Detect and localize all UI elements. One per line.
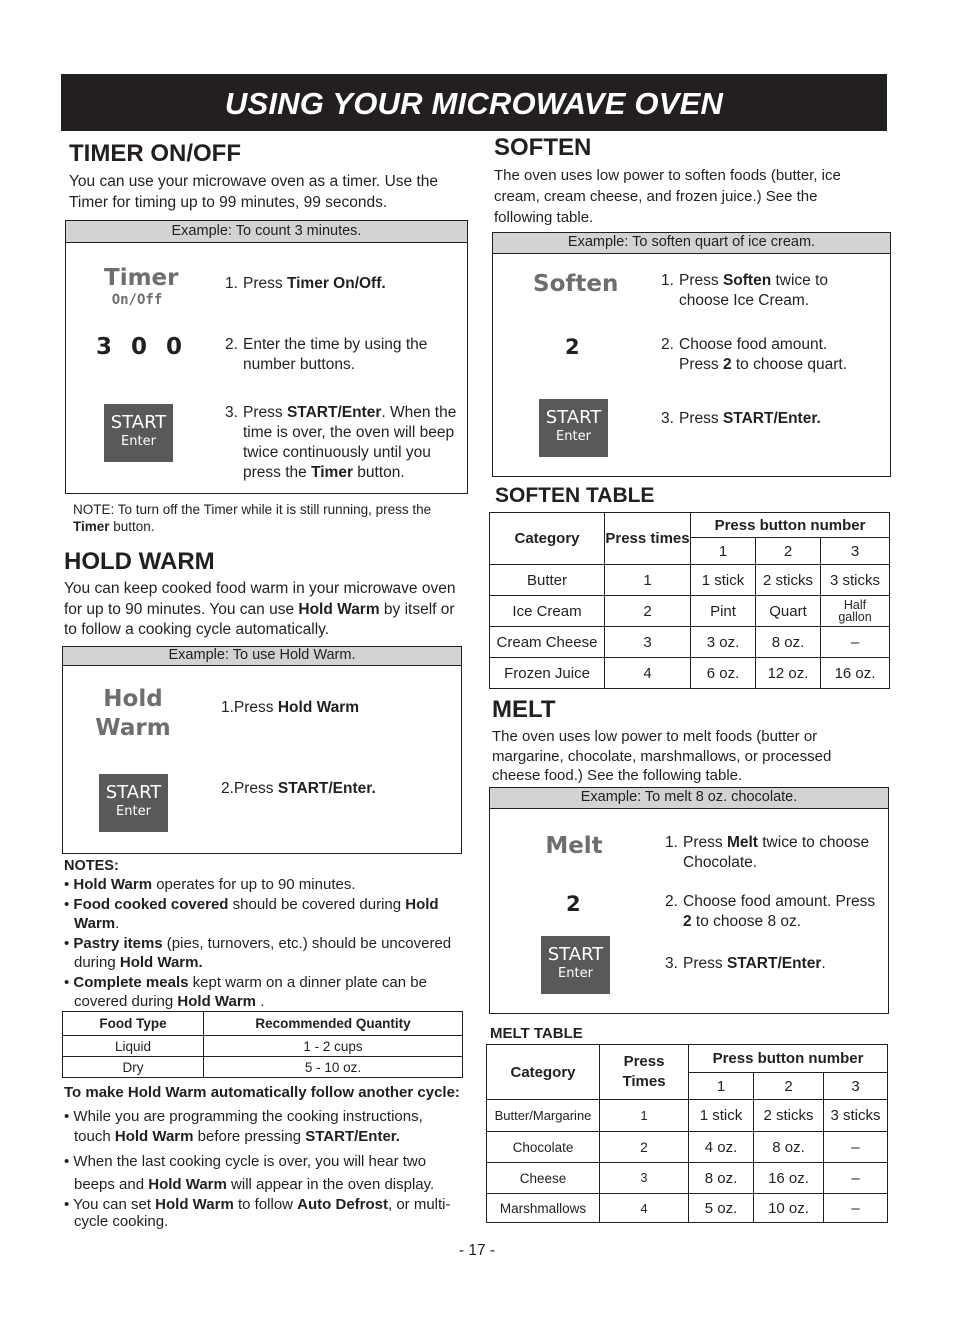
digit-0: 0 (166, 334, 183, 360)
table-cell: 12 oz. (756, 658, 821, 689)
table-header: Food Type (63, 1012, 204, 1036)
soften-example-caption: Example: To soften quart of ice cream. (493, 233, 890, 254)
table-cell: 1 (605, 565, 691, 596)
soften-key-label: Soften (533, 271, 619, 297)
table-cell: 16 oz. (754, 1163, 824, 1194)
auto-follow-item: • You can set Hold Warm to follow Auto Defrost, or multi-cycle cooking. (64, 1196, 451, 1230)
table-cell: 10 oz. (754, 1194, 824, 1223)
table-header: Press button number (689, 1045, 888, 1073)
table-cell: 2 sticks (756, 565, 821, 596)
table-cell: 8 oz. (754, 1132, 824, 1163)
melt-table (486, 1044, 888, 1223)
page-number: - 17 - (458, 1242, 496, 1259)
table-cell: 2 (605, 596, 691, 627)
table-cell: 1 (600, 1100, 689, 1132)
notes-title: NOTES: (64, 858, 119, 874)
table-cell: Marshmallows (487, 1194, 600, 1223)
melt-example-box (489, 787, 889, 1014)
timer-step-1: 1. Press Timer On/Off. (225, 275, 386, 292)
table-header-row (63, 1012, 463, 1036)
table-row (490, 658, 890, 689)
table-cell: Butter (490, 565, 605, 596)
table-cell: 3 sticks (821, 565, 890, 596)
table-header: Category (490, 513, 605, 565)
timer-note: NOTE: To turn off the Timer while it is still running, press the Timer button. (73, 502, 432, 534)
hold-warm-example-box (62, 646, 462, 854)
melt-intro: The oven uses low power to melt foods (butter or margarine, chocolate, marshmallows, or processed cheese food.) See the following table. (492, 728, 832, 784)
digit-0: 0 (131, 334, 148, 360)
melt-heading: MELT (492, 696, 556, 723)
table-cell: – (821, 627, 890, 658)
digit-2: 2 (566, 892, 581, 916)
timer-heading: TIMER ON/OFF (69, 140, 241, 167)
timer-intro: You can use your microwave oven as a timer. Use the Timer for timing up to 99 minutes, 99 seconds. (69, 173, 439, 211)
start-enter-key (104, 404, 173, 462)
table-header-row (490, 513, 890, 538)
timer-step-2: 2. Enter the time by using the number buttons. (225, 336, 428, 373)
table-cell: 4 (605, 658, 691, 689)
table-cell: Pint (691, 596, 756, 627)
hold-warm-table (62, 1011, 463, 1078)
page-banner: USING YOUR MICROWAVE OVEN (61, 74, 887, 131)
table-header: Press Times (600, 1045, 689, 1100)
table-cell: 2 (756, 538, 821, 565)
table-cell: Cream Cheese (490, 627, 605, 658)
start-enter-key: START Enter (539, 399, 608, 457)
table-header-row (487, 1045, 888, 1073)
step-number: 1. (225, 275, 238, 292)
note-item: • Hold Warm operates for up to 90 minutes. (64, 876, 356, 893)
start-label: START (110, 412, 167, 433)
soften-intro: The oven uses low power to soften foods (butter, ice cream, cream cheese, and frozen juice.) See the following table. (494, 167, 841, 226)
step-number: 2. (225, 336, 238, 353)
table-cell: 1 stick (691, 565, 756, 596)
melt-step-2: 2. Choose food amount. Press 2 to choose 8 oz. (665, 893, 876, 930)
melt-step-3: 3. Press START/Enter. (665, 955, 826, 972)
timer-example-caption: Example: To count 3 minutes. (66, 221, 467, 243)
table-row (487, 1163, 888, 1194)
melt-key-label: Melt (545, 833, 603, 859)
table-row (490, 596, 890, 627)
table-cell: 5 oz. (689, 1194, 754, 1223)
soften-table-heading: SOFTEN TABLE (495, 484, 655, 507)
melt-step-1: 1. Press Melt twice to choose Chocolate. (665, 834, 870, 871)
auto-follow-heading: To make Hold Warm automatically follow another cycle: (64, 1084, 460, 1101)
table-cell: 4 (600, 1194, 689, 1223)
table-cell: 1 stick (689, 1100, 754, 1132)
table-cell: 2 (754, 1073, 824, 1100)
table-cell: 1 (689, 1073, 754, 1100)
table-cell: 2 (600, 1132, 689, 1163)
auto-follow-item: • When the last cooking cycle is over, you will hear two beeps and Hold Warm will appear in the oven display. (64, 1153, 435, 1193)
note-item: • Food cooked covered should be covered during Hold Warm. (64, 895, 439, 932)
digit-3: 3 (96, 334, 113, 360)
melt-table-heading: MELT TABLE (490, 1025, 583, 1042)
hold-warm-intro: You can keep cooked food warm in your microwave oven for up to 90 minutes. You can use Hold Warm by itself or to follow a cooking cycle automatically. (64, 580, 456, 638)
table-header: Press button number (691, 513, 890, 538)
table-row (487, 1100, 888, 1132)
table-cell: 1 - 2 cups (204, 1036, 463, 1057)
timer-step-3: 3. Press START/Enter. When the time is over, the oven will beep twice continuously until you press the Timer button. (225, 404, 457, 481)
table-cell: 5 - 10 oz. (204, 1057, 463, 1078)
table-cell: Dry (63, 1057, 204, 1078)
table-cell: 3 (605, 627, 691, 658)
table-cell: 8 oz. (756, 627, 821, 658)
table-cell: – (824, 1132, 888, 1163)
auto-follow-item: • While you are programming the cooking instructions, touch Hold Warm before pressing START/Enter. (64, 1108, 423, 1145)
table-row (487, 1194, 888, 1223)
enter-label: Enter (121, 434, 156, 449)
table-cell: 16 oz. (821, 658, 890, 689)
table-cell: 1 (691, 538, 756, 565)
table-cell: 8 oz. (689, 1163, 754, 1194)
table-row (490, 627, 890, 658)
table-cell: – (824, 1163, 888, 1194)
hold-warm-notes (64, 858, 464, 1012)
hold-warm-step-2: 2.Press START/Enter. (221, 780, 376, 797)
table-row (490, 565, 890, 596)
table-row (63, 1036, 463, 1057)
table-cell: 3 (600, 1163, 689, 1194)
hold-warm-example-caption: Example: To use Hold Warm. (63, 647, 461, 666)
table-cell: 3 sticks (824, 1100, 888, 1132)
soften-step-2: 2. Choose food amount. Press 2 to choose quart. (661, 336, 848, 373)
warm-key-label: Warm (95, 715, 171, 741)
table-cell: Cheese (487, 1163, 600, 1194)
table-cell: – (824, 1194, 888, 1223)
soften-heading: SOFTEN (494, 134, 592, 161)
table-cell: 2 sticks (754, 1100, 824, 1132)
hold-warm-step-1: 1.Press Hold Warm (221, 699, 360, 716)
table-cell: Butter/Margarine (487, 1100, 600, 1132)
start-enter-key: START Enter (99, 774, 168, 832)
table-cell: 4 oz. (689, 1132, 754, 1163)
table-row (487, 1132, 888, 1163)
table-header: Press times (605, 513, 691, 565)
step-number: 3. (225, 404, 238, 421)
table-cell: 6 oz. (691, 658, 756, 689)
note-item: • Pastry items (pies, turnovers, etc.) should be uncovered during Hold Warm. (64, 934, 452, 971)
table-cell: Liquid (63, 1036, 204, 1057)
table-header: Recommended Quantity (204, 1012, 463, 1036)
table-cell: Chocolate (487, 1132, 600, 1163)
timer-example-box (65, 220, 468, 494)
table-cell: 3 oz. (691, 627, 756, 658)
table-cell: Half gallon (821, 596, 890, 627)
table-cell: Quart (756, 596, 821, 627)
note-item: • Complete meals kept warm on a dinner plate can be covered during Hold Warm . (64, 973, 427, 1010)
digit-2: 2 (565, 335, 580, 359)
table-cell: 3 (824, 1073, 888, 1100)
table-header: Category (487, 1045, 600, 1100)
soften-table (489, 512, 890, 689)
table-cell: 3 (821, 538, 890, 565)
start-enter-key: START Enter (541, 936, 610, 994)
melt-example-caption: Example: To melt 8 oz. chocolate. (490, 788, 888, 809)
soften-step-1: 1. Press Soften twice to choose Ice Cream. (661, 272, 829, 309)
hold-key-label: Hold (103, 686, 163, 712)
table-row (63, 1057, 463, 1078)
table-cell: Ice Cream (490, 596, 605, 627)
timer-key-sublabel: On/Off (111, 292, 163, 308)
timer-key-label: Timer (104, 265, 179, 291)
table-cell: Frozen Juice (490, 658, 605, 689)
soften-step-3: 3. Press START/Enter. (661, 410, 821, 427)
hold-warm-heading: HOLD WARM (64, 548, 215, 575)
soften-example-box (492, 232, 891, 477)
